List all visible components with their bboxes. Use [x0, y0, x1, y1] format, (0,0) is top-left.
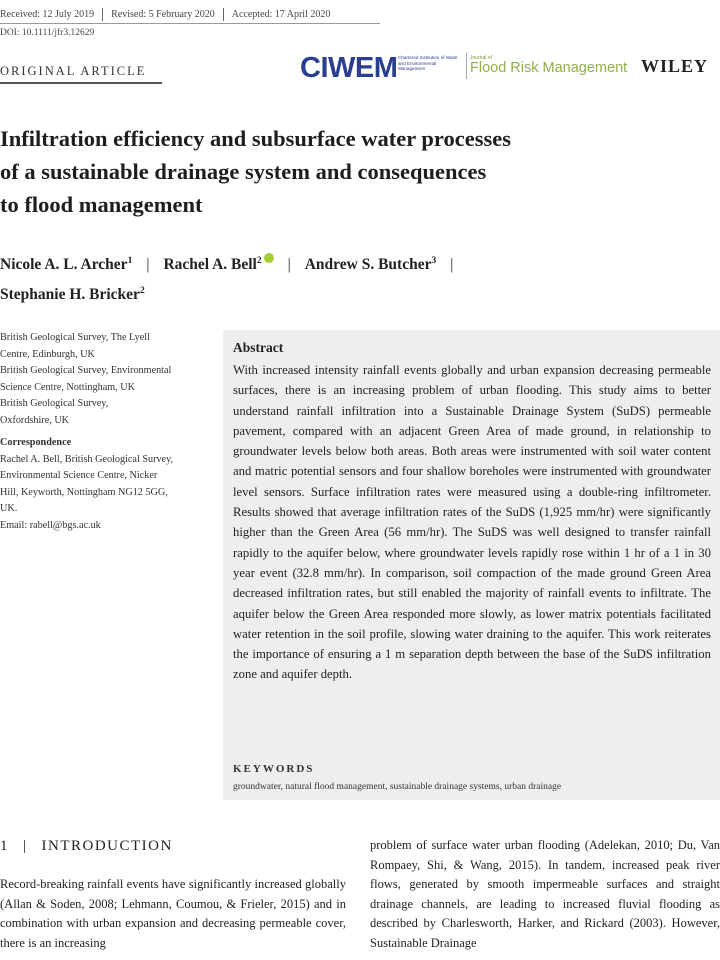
- date-divider: [223, 8, 224, 21]
- author-separator: |: [450, 256, 454, 274]
- section-heading: [0, 838, 173, 855]
- author-name[interactable]: Rachel A. Bell$^2$: [163, 256, 262, 274]
- correspondence-line: Environmental Science Centre, Nicker: [0, 470, 158, 481]
- title-line: of a sustainable drainage system and consequences: [0, 159, 487, 184]
- body-column-right: problem of surface water urban flooding (Adelekan, 2010; Du, Van Rompaey, Shi, & Wang, 2015). In tandem, increased peak river flows, generated by smooth impermeable surfaces and straight drainage channels, are leading to increased fluvial flooding as described by Charlesworth, Harker, and Rickard (2003). However, Sustainable Drainage: [370, 838, 720, 950]
- affiliation-line: Science Centre, Nottingham, UK: [0, 381, 135, 393]
- section-title: INTRODUCTION: [41, 838, 173, 854]
- correspondence-line: UK.: [0, 503, 18, 514]
- wiley-logo: WILEY: [641, 56, 709, 76]
- title-line: to flood management: [0, 192, 203, 217]
- affiliation-line: Centre, Edinburgh, UK: [0, 348, 95, 360]
- correspondence-email[interactable]: Email: rabell@bgs.ac.uk: [0, 519, 101, 531]
- abstract-heading: Abstract: [233, 340, 284, 355]
- journal-name: Flood Risk Management: [470, 60, 628, 76]
- accepted-date: Accepted: 17 April 2020: [231, 8, 331, 20]
- correspondence-heading: Correspondence: [0, 437, 72, 448]
- doi-link[interactable]: DOI: 10.1111/jfr3.12629: [0, 28, 95, 38]
- header-rule: [0, 23, 380, 24]
- section-number: 1: [0, 838, 9, 854]
- journal-of-label: Journal of: [470, 55, 492, 61]
- logo-divider: [466, 53, 467, 79]
- affiliation-line: British Geological Survey,: [0, 398, 109, 409]
- ciwem-logo: CIWEM: [300, 52, 398, 84]
- date-divider: [102, 8, 103, 21]
- affiliation-marker: 3: [431, 256, 437, 266]
- affiliations: [0, 330, 210, 534]
- correspondence-line: Rachel A. Bell, British Geological Survey,: [0, 453, 174, 465]
- abstract-text: With increased intensity rainfall events globally and urban expansion decreasing permeable surfaces, there is an increasing problem of urban flooding. This study aims to better understand rainfall infiltration into a Sustainable Drainage System (SuDS) permeable pavement, compared with an adjacent Green Area of made ground, in relationship to groundwater levels below both areas. Both areas were instrumented with soil water content and matric potential sensors and four shallow boreholes were instrumented with groundwater level sensors. Surface infiltration rates were measured using a double-ring infiltrometer. Results showed that average infiltration rates of the SuDS (1,925 mm/hr) were significantly higher than the Green Area (56 mm/hr). The SuDS was well designed to transfer rainfall rapidly to the aquifer below, where groundwater levels rapidly rose within 1 hr of a 1 in 30 year event (32.8 mm/hr). In comparison, soil compaction of the made ground Green Area decreased infiltration rates, but still enabled the majority of rainfall events to infiltrate. The aquifer below the Green Area responded more slowly, as lower matrix potentials facilitated water retention in the soil profile, slowing water draining to the aquifer. This work reiterates the importance of ensuring a 1 m separation depth between the base of the SuDS infiltration zone and aquifer depth.: [233, 363, 711, 682]
- author-separator: |: [287, 256, 291, 274]
- article-type-rule: [0, 82, 162, 84]
- article-dates: [0, 8, 330, 21]
- author-name[interactable]: Nicole A. L. Archer$^1$: [0, 256, 133, 274]
- revised-date: Revised: 5 February 2020: [111, 8, 215, 20]
- article-title: [0, 122, 700, 221]
- ciwem-logo-subtitle: Chartered Institution of Water and Environmental Management: [398, 55, 458, 72]
- received-date: Received: 12 July 2019: [0, 8, 95, 20]
- affiliation-marker: 1: [127, 256, 133, 266]
- article-type: ORIGINAL ARTICLE: [0, 64, 147, 78]
- affiliation-line: British Geological Survey, Environmental: [0, 365, 172, 376]
- affiliation-marker: 2: [256, 256, 262, 266]
- body-column-left: Record-breaking rainfall events have significantly increased globally (Allan & Soden, 2008; Lehmann, Coumou, & Frieler, 2015) and in combination with urban expansion and decreasing permeable cover, there is an increasing: [0, 877, 346, 950]
- section-separator: |: [23, 838, 28, 854]
- author-name[interactable]: Andrew S. Butcher$^3$: [304, 256, 437, 274]
- correspondence-line: Hill, Keyworth, Nottingham NG12 5GG,: [0, 486, 168, 498]
- keywords-text: groundwater, natural flood management, sustainable drainage systems, urban drainage: [233, 782, 562, 792]
- author-separator: |: [146, 256, 150, 274]
- affiliation-line: British Geological Survey, The Lyell: [0, 332, 150, 343]
- title-line: Infiltration efficiency and subsurface water processes: [0, 126, 511, 151]
- author-name[interactable]: Stephanie H. Bricker$^2$: [0, 286, 145, 304]
- affiliation-line: Oxfordshire, UK: [0, 414, 70, 426]
- author-list: [0, 248, 700, 308]
- keywords-heading: KEYWORDS: [233, 763, 315, 775]
- orcid-icon[interactable]: [264, 253, 274, 263]
- affiliation-marker: 2: [139, 286, 145, 297]
